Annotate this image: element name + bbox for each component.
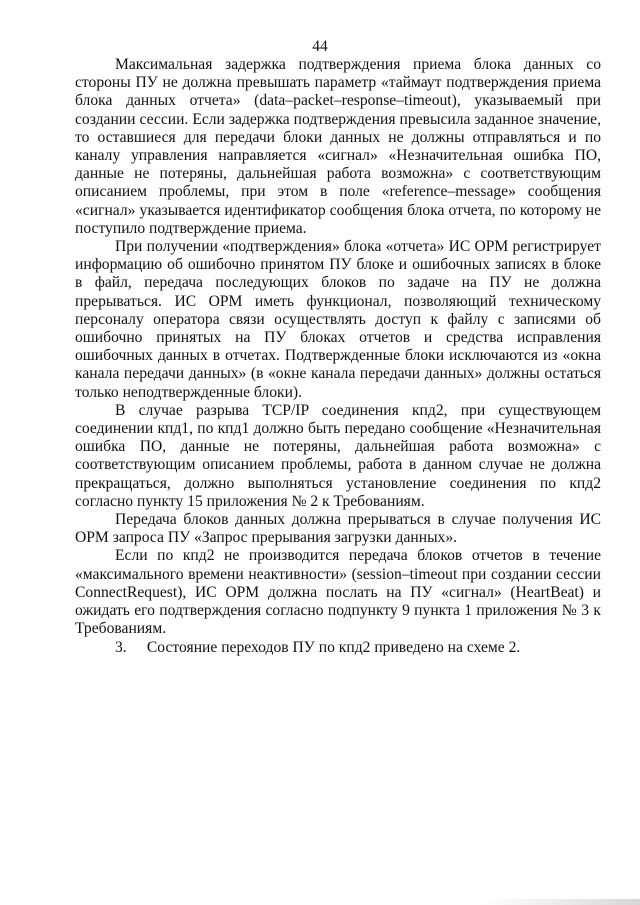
paragraph-heartbeat: Если по кпд2 не производится передача блоков отчетов в течение «максимального времени неактивности» (session–timeout при создании сессии ConnectRequest), ИС ОРМ должна послать на ПУ «сигнал» (HeartBeat) и ожидать его подтверждения согласно подпункту 9 пункта 1 приложения № 3 к Требованиям. — [75, 547, 601, 638]
item-text: Состояние переходов ПУ по кпд2 приведено на схеме 2. — [146, 638, 521, 656]
page-number: 44 — [312, 38, 328, 55]
item-number: 3. — [115, 638, 127, 656]
scan-edge-shadow — [480, 899, 640, 905]
numbered-item-3 — [75, 639, 601, 657]
paragraph-connection-break: В случае разрыва TCP/IP соединения кпд2, при существующем соединении кпд1, по кпд1 должно быть передано сообщение «Незначительная ошибка ПО, данные не потеряны, дальнейшая работа возможна» с соответствующим описанием проблемы, работа в данном случае не должна прекращаться, должно выполняться установление соединения по кпд2 согласно пункту 15 приложения № 2 к Требованиям. — [75, 401, 601, 510]
paragraph-interrupt-request: Передача блоков данных должна прерываться в случае получения ИС ОРМ запроса ПУ «Запрос прерывания загрузки данных». — [75, 511, 601, 547]
body-text — [75, 56, 601, 657]
paragraph-confirmation-handling: При получении «подтверждения» блока «отчета» ИС ОРМ регистрирует информацию об ошибочно принятом ПУ блоке и ошибочных записях в блоке в файл, передача последующих блоков по задаче на ПУ не должна прерываться. ИС ОРМ иметь функционал, позволяющий техническому персоналу оператора связи осуществлять доступ к файлу с записями об ошибочно принятых на ПУ блоках отчетов и средства исправления ошибочных данных в отчетах. Подтвержденные блоки исключаются из «окна канала передачи данных» (в «окне канала передачи данных» должны остаться только неподтвержденные блоки). — [75, 238, 601, 401]
paragraph-response-timeout: Максимальная задержка подтверждения приема блока данных со стороны ПУ не должна превышать параметр «таймаут подтверждения приема блока данных отчета» (data–packet–response–timeout), указываемый при создании сессии. Если задержка подтверждения превысила заданное значение, то оставшиеся для передачи блоки данных не должны отправляться и по каналу управления направляется «сигнал» «Незначительная ошибка ПО, данные не потеряны, дальнейшая работа возможна» с соответствующим описанием проблемы, при этом в поле «reference–message» сообщения «сигнал» указывается идентификатор сообщения блока отчета, по которому не поступило подтверждение приема. — [75, 56, 601, 237]
